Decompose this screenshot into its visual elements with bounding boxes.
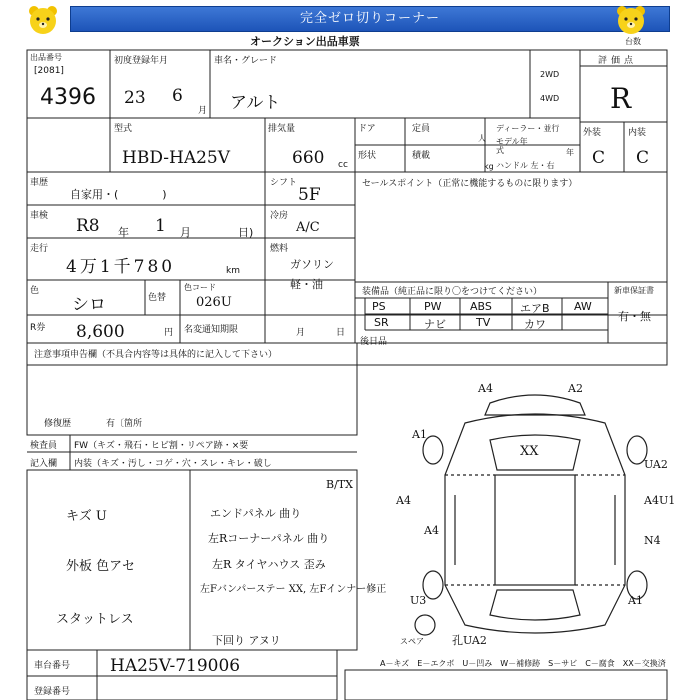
recycle-value: 8,600 — [76, 322, 125, 342]
drive-2wd: 2WD — [540, 70, 560, 79]
sheet-title: オークション出品車票 — [250, 35, 360, 48]
car-name: アルト — [230, 93, 281, 113]
note-item: B/TX — [326, 478, 353, 491]
mileage: 4万1千780 — [66, 257, 176, 277]
name-change-month: 月 — [296, 328, 306, 338]
note-item: 左Rコーナーパネル 曲り — [208, 532, 330, 545]
fuel-label: 燃料 — [270, 244, 289, 254]
rear-label: 後日品 — [360, 337, 388, 347]
model: HBD-HA25V — [122, 148, 231, 168]
equip-pw: PW — [424, 300, 442, 313]
color-label: 色 — [30, 286, 40, 296]
color-no: 026U — [196, 295, 232, 310]
name-change-day: 日 — [336, 328, 346, 338]
capacity-label: 定員 — [412, 124, 431, 134]
car-type: 自家用・( ) — [70, 188, 167, 201]
spare-label: スペア — [400, 637, 424, 646]
displacement: 660 — [292, 148, 325, 168]
recycle-label: R券 — [30, 323, 46, 333]
color: シロ — [72, 295, 106, 315]
diagram-mark: UA2 — [644, 458, 668, 471]
yen-unit: 円 — [164, 328, 174, 338]
equip-ps: PS — [372, 300, 386, 313]
displacement-label: 排気量 — [268, 124, 296, 134]
first-reg-label: 初度登録年月 — [114, 56, 169, 66]
repair-value: 有〔箇所 — [106, 419, 143, 429]
inspector-label: 検査員 — [30, 441, 58, 451]
handle-label: ハンドル 左・右 — [496, 161, 555, 170]
banner-title: 完全ゼロ切りコーナー — [70, 6, 670, 32]
fuel-diesel: 軽・油 — [290, 278, 323, 291]
shift: 5F — [298, 185, 321, 205]
cc-unit: cc — [338, 160, 348, 170]
reg-no-label: 登録番号 — [34, 687, 71, 697]
door-label: ドア — [358, 124, 376, 134]
color-no-label: 色コード — [184, 283, 216, 292]
equip-navi: ナビ — [424, 318, 446, 331]
km-unit: km — [226, 266, 240, 276]
name-change-label: 名変通知期限 — [184, 325, 239, 335]
diagram-mark: A1 — [628, 594, 643, 607]
model-year-label: モデル年式 — [496, 137, 528, 155]
new-warranty-label: 新車保証書 — [614, 286, 654, 295]
inspection-era: R8 — [76, 216, 100, 236]
exterior-label: 外装 — [583, 128, 602, 138]
car-type-label: 車歴 — [30, 178, 49, 188]
inspection-month: 1 — [155, 216, 166, 236]
diagram-mark: A1 — [412, 428, 427, 441]
warranty: 有・無 — [618, 310, 651, 323]
diagram-mark: A2 — [568, 382, 583, 395]
sales-point-label: セールスポイント（正常に機能するものに限ります） — [362, 179, 578, 189]
paint-label: 色替 — [148, 293, 167, 303]
chassis-no: HA25V-719006 — [110, 656, 241, 676]
inspection-year-unit: 年 — [118, 226, 129, 239]
interior-label: 内装 — [628, 128, 647, 138]
capacity-unit: 人 — [478, 134, 486, 143]
diagram-mark: A4 — [396, 494, 411, 507]
note-item: エンドパネル 曲り — [210, 507, 302, 520]
shape-label: 形状 — [358, 151, 377, 161]
first-reg-year: 23 — [124, 88, 146, 108]
car-diagram — [395, 385, 675, 650]
check-row-2: 内装（キズ・汚し・コゲ・穴・スレ・キレ・破し — [74, 459, 272, 469]
first-reg-month: 6 — [172, 86, 183, 106]
record-label: 記入欄 — [30, 459, 58, 469]
notice-label: 注意事項申告欄（不具合内容等は具体的に記入して下さい） — [34, 350, 278, 360]
diagram-mark: A4 — [424, 524, 439, 537]
diagram-mark: 孔UA2 — [452, 634, 487, 647]
note-item: 左Fバンパーステー XX, 左Fインナー修正 — [200, 584, 387, 595]
equipment-label: 装備品（純正品に限り〇をつけてください） — [362, 287, 543, 297]
grade: R — [610, 82, 632, 115]
diagram-mark: A4 — [478, 382, 493, 395]
inspection-month-unit: 月 — [180, 226, 191, 239]
mileage-label: 走行 — [30, 244, 49, 254]
chassis-label: 車台番号 — [34, 661, 71, 671]
model-label: 型式 — [114, 124, 133, 134]
repair-label: 修復歴 — [44, 419, 72, 429]
exterior-grade: C — [592, 148, 606, 168]
ac-label: 冷房 — [270, 211, 289, 221]
equip-abs: ABS — [470, 300, 492, 313]
sheet-title-right: 台数 — [625, 37, 641, 46]
equip-tv: TV — [476, 316, 491, 329]
note-item: 外板 色アセ — [66, 559, 136, 574]
note-item: キズ U — [66, 509, 107, 524]
dealer-label: ディーラー・並行 — [496, 124, 560, 133]
interior-grade: C — [636, 148, 650, 168]
kg-unit: kg — [484, 162, 494, 171]
diagram-mark: N4 — [644, 534, 661, 547]
shift-label: シフト — [270, 178, 298, 188]
equip-airbag: エアB — [520, 302, 550, 315]
note-item: 下回り アヌリ — [212, 634, 281, 647]
entry-no: 4396 — [40, 85, 96, 110]
check-row-1: FW（キズ・飛石・ヒビ割・リペア跡・×要 — [74, 441, 249, 451]
ac: A/C — [296, 220, 320, 235]
equip-leather: カワ — [524, 318, 546, 331]
diagram-mark: XX — [520, 444, 539, 459]
month-unit: 月 — [198, 106, 208, 116]
legend: A－キズ E－エクボ U－凹み W－補修跡 S－サビ C－腐食 XX－交換済 — [380, 659, 666, 668]
entry-no-label: 出品番号 — [30, 53, 62, 62]
year-unit: 年 — [566, 148, 574, 157]
note-item: 左R タイヤハウス 歪み — [212, 558, 326, 571]
diagram-mark: U3 — [410, 594, 427, 607]
equip-aw: AW — [574, 300, 592, 313]
equip-sr: SR — [374, 316, 389, 329]
diagram-mark: A4U1 — [644, 494, 676, 507]
drive-4wd: 4WD — [540, 94, 560, 103]
note-item: スタットレス — [56, 612, 134, 627]
grade-label: 評価点 — [598, 56, 638, 66]
load-label: 積載 — [412, 151, 431, 161]
inspection-day-unit: 日) — [238, 226, 254, 239]
entry-code: [2081] — [34, 66, 64, 76]
inspection-label: 車検 — [30, 211, 49, 221]
fuel-gas: ガソリン — [290, 258, 334, 271]
car-name-label: 車名・グレード — [214, 56, 278, 66]
